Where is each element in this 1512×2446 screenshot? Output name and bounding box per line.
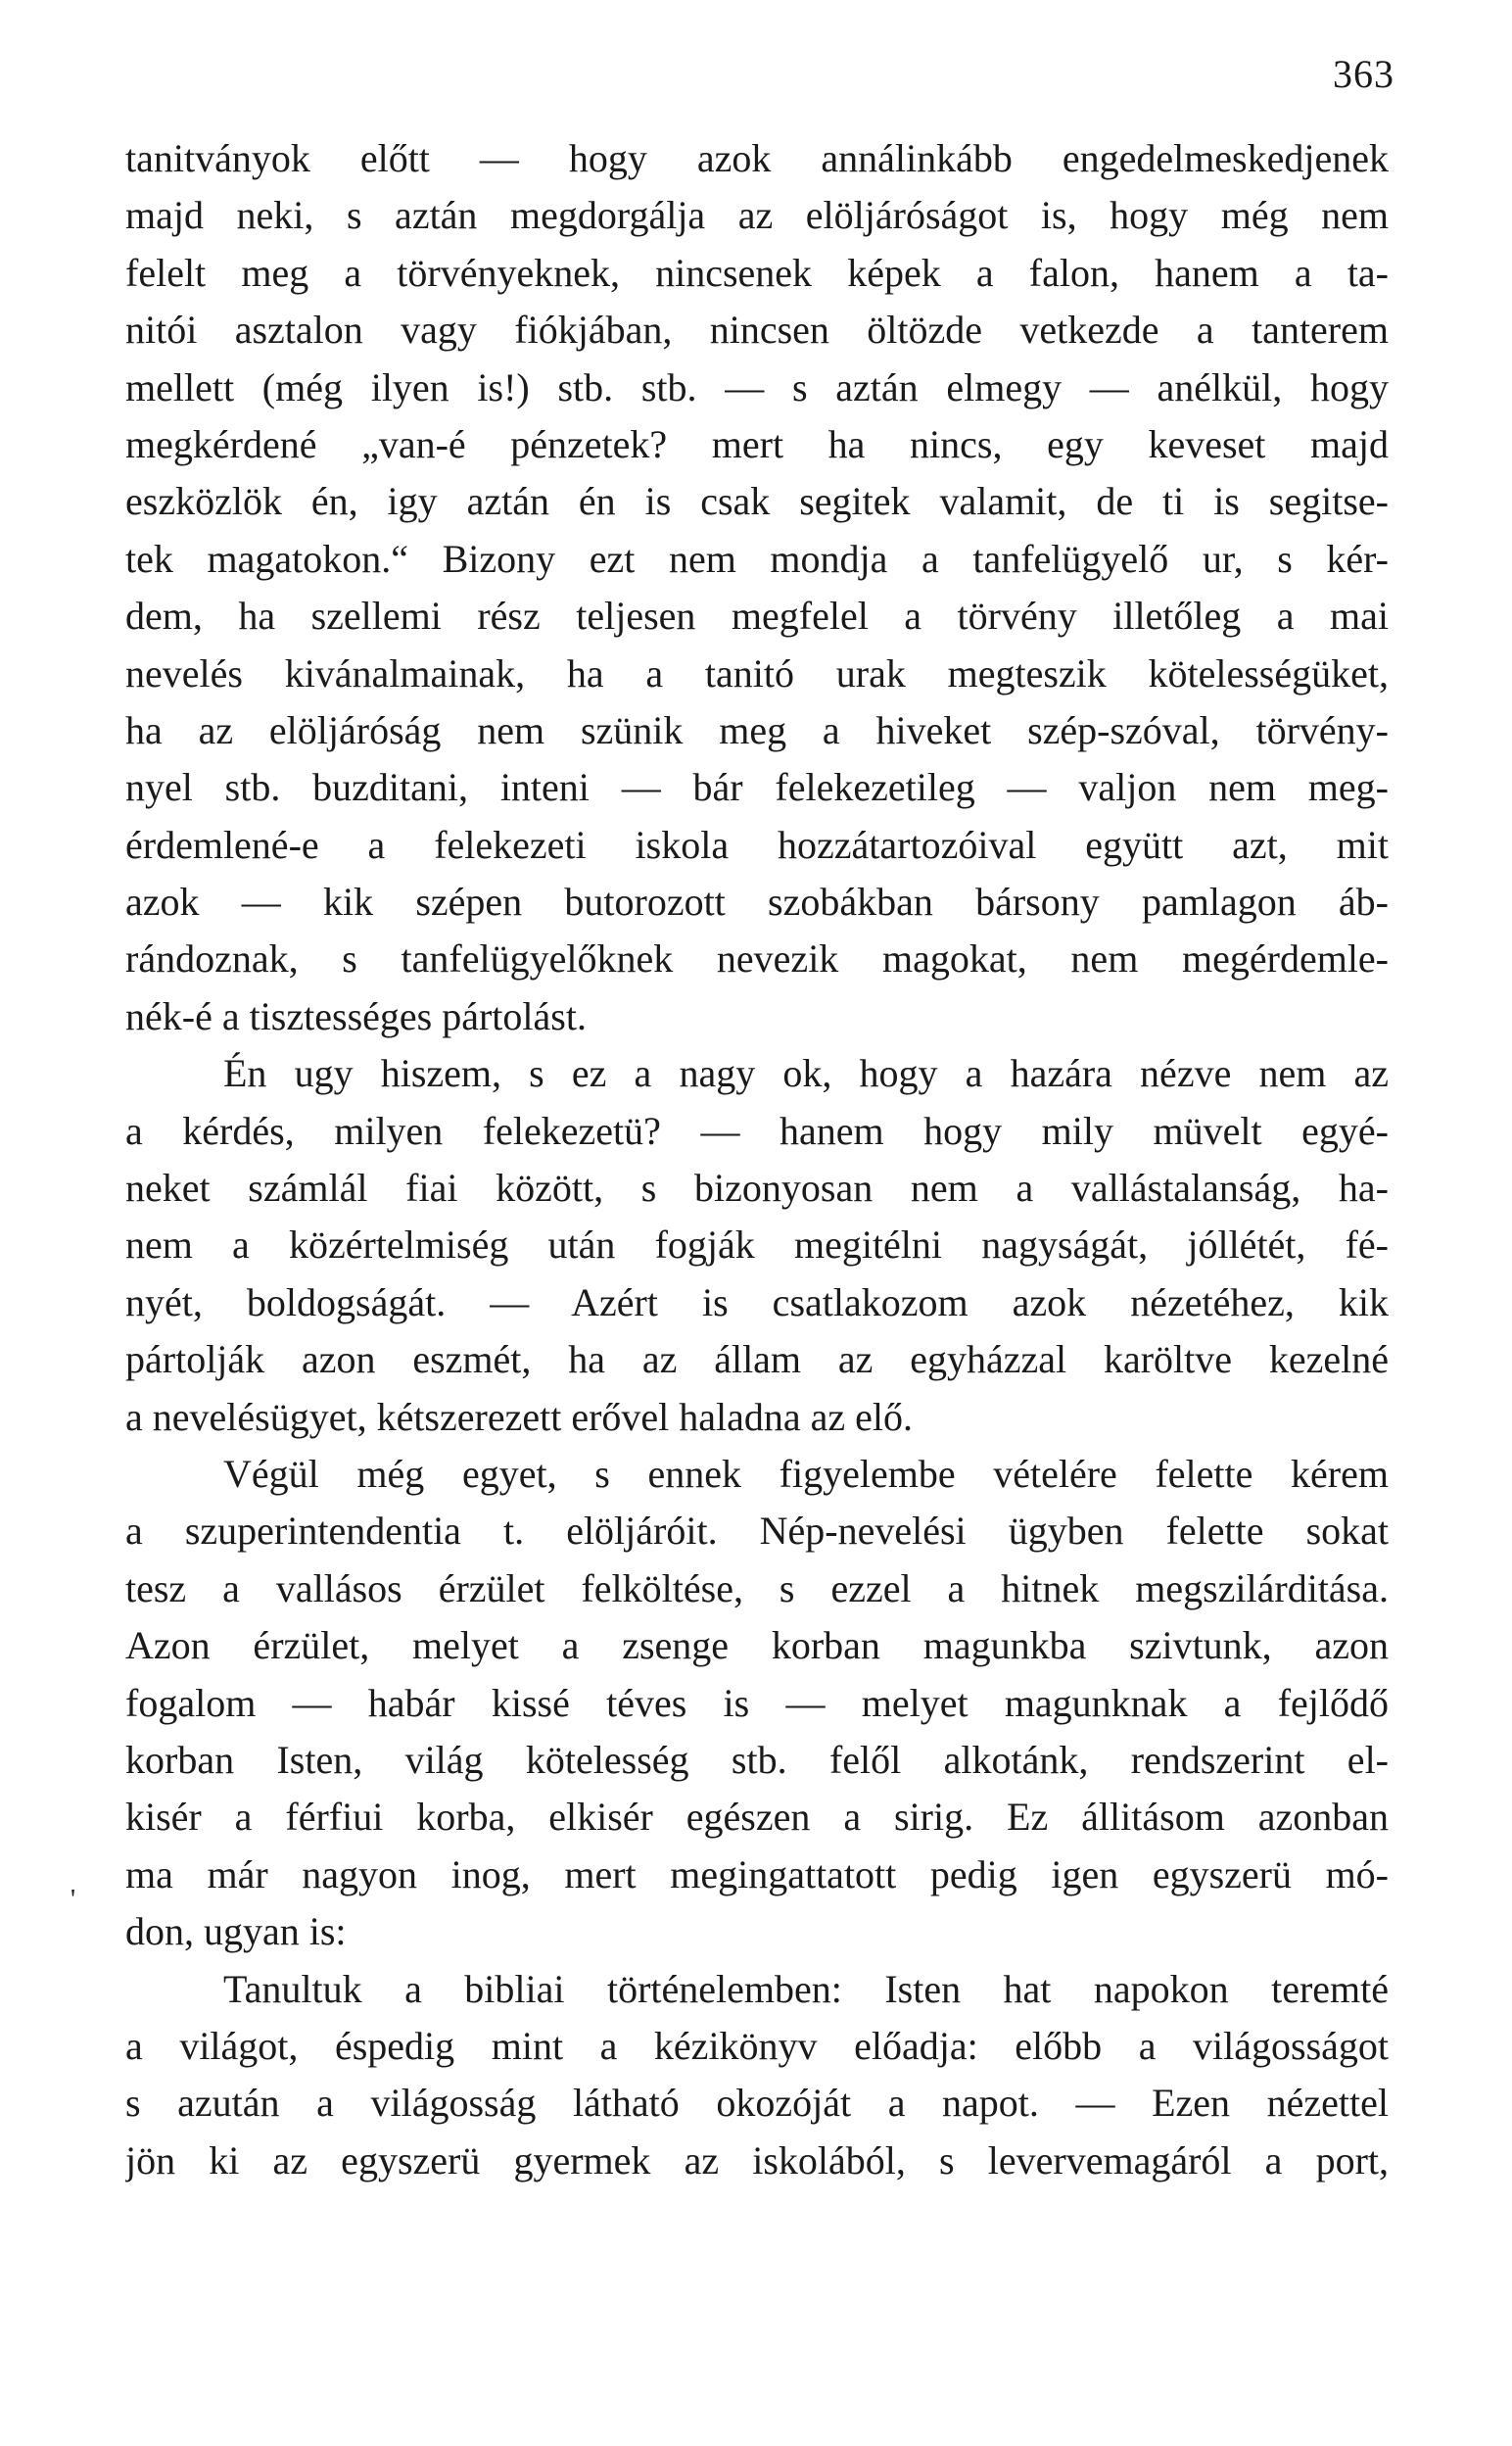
text-line: tesz a vallásos érzület felköltése, s ezzel a hitnek megszilárditása.	[125, 1565, 1389, 1610]
text-line: megkérdené „van-é pénzetek? mert ha nincs, egy keveset majd	[125, 421, 1389, 466]
text-line: nyét, boldogságát. — Azért is csatlakozom azok nézetéhez, kik	[125, 1279, 1389, 1324]
paragraph-first-line: Végül még egyet, s ennek figyelembe vételére felette kérem	[223, 1451, 1389, 1496]
text-line: a kérdés, milyen felekezetü? — hanem hogy mily müvelt egyé-	[125, 1108, 1389, 1153]
text-line: dem, ha szellemi rész teljesen megfelel a törvény illetőleg a mai	[125, 594, 1389, 639]
text-line: rándoznak, s tanfelügyelőknek nevezik magokat, nem megérdemle-	[125, 936, 1389, 982]
text-line: a világot, éspedig mint a kézikönyv előadja: előbb a világosságot	[125, 2023, 1389, 2068]
text-line: mellett (még ilyen is!) stb. stb. — s aztán elmegy — anélkül, hogy	[125, 364, 1389, 409]
paragraph-end-line: a nevelésügyet, kétszerezett erővel haladna az elő.	[125, 1394, 914, 1439]
paragraph-first-line: Én ugy hiszem, s ez a nagy ok, hogy a hazára nézve nem az	[223, 1051, 1389, 1096]
margin-mark: '	[71, 1885, 76, 1915]
text-line: felelt meg a törvényeknek, nincsenek képek a falon, hanem a ta-	[125, 250, 1389, 295]
text-line: eszközlök én, igy aztán én is csak segitek valamit, de ti is segitse-	[125, 479, 1389, 524]
text-line: s azután a világosság látható okozóját a napot. — Ezen nézettel	[125, 2081, 1389, 2126]
body-text	[125, 130, 1389, 2189]
text-line: ma már nagyon inog, mert megingattatott pedig igen egyszerü mó-	[125, 1851, 1389, 1896]
text-line: fogalom — habár kissé téves is — melyet magunknak a fejlődő	[125, 1680, 1389, 1725]
paragraph-first-line: Tanultuk a bibliai történelemben: Isten hat napokon teremté	[223, 1966, 1389, 2011]
text-line: nitói asztalon vagy fiókjában, nincsen öltözde vetkezde a tanterem	[125, 308, 1389, 353]
text-line: tek magatokon.“ Bizony ezt nem mondja a tanfelügyelő ur, s kér-	[125, 536, 1389, 581]
text-line: nevelés kivánalmainak, ha a tanitó urak megteszik kötelességüket,	[125, 650, 1389, 695]
text-line: neket számlál fiai között, s bizonyosan nem a vallástalanság, ha-	[125, 1166, 1389, 1211]
text-line: nyel stb. buzditani, inteni — bár felekezetileg — valjon nem meg-	[125, 765, 1389, 810]
text-line: majd neki, s aztán megdorgálja az elöljáróságot is, hogy még nem	[125, 193, 1389, 238]
paragraph-end-line: don, ugyan is:	[125, 1909, 347, 1954]
text-line: tanitványok előtt — hogy azok annálinkább engedelmeskedjenek	[125, 136, 1389, 180]
page-number: 363	[1333, 52, 1394, 96]
text-line: ha az elöljáróság nem szünik meg a hiveket szép-szóval, törvény-	[125, 707, 1389, 752]
text-line: a szuperintendentia t. elöljáróit. Nép-nevelési ügyben felette sokat	[125, 1509, 1389, 1554]
text-line: jön ki az egyszerü gyermek az iskolából, s levervemagáról a port,	[125, 2137, 1389, 2182]
text-line: kisér a férfiui korba, elkisér egészen a sirig. Ez állitásom azonban	[125, 1795, 1389, 1840]
text-line: Azon érzület, melyet a zsenge korban magunkba szivtunk, azon	[125, 1623, 1389, 1668]
text-line: nem a közértelmiség után fogják megitélni nagyságát, jóllétét, fé-	[125, 1223, 1389, 1268]
paragraph-end-line: nék-é a tisztességes pártolást.	[125, 993, 587, 1038]
text-line: pártolják azon eszmét, ha az állam az egyházzal karöltve kezelné	[125, 1337, 1389, 1382]
text-line: korban Isten, világ kötelesség stb. felől alkotánk, rendszerint el-	[125, 1737, 1389, 1782]
text-line: azok — kik szépen butorozott szobákban bársony pamlagon áb-	[125, 880, 1389, 925]
text-line: érdemlené-e a felekezeti iskola hozzátartozóival együtt azt, mit	[125, 822, 1389, 867]
